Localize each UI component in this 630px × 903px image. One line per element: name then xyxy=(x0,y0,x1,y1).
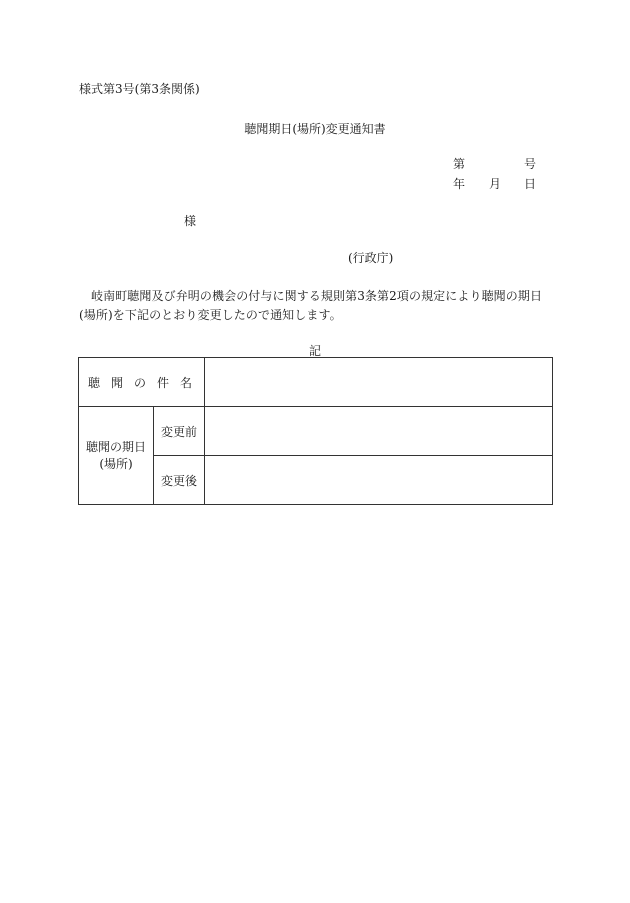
notice-body-text: 岐南町聴聞及び弁明の機会の付与に関する規則第3条第2項の規定により聴聞の期日(場所)を下記のとおり変更したので通知します。 xyxy=(79,289,543,322)
document-number-prefix: 第 xyxy=(453,157,466,171)
subject-label-text: 聴聞の件名 xyxy=(88,375,204,390)
before-value-cell[interactable] xyxy=(205,407,553,456)
document-title: 聴聞期日(場所)変更通知書 xyxy=(244,122,386,136)
before-label-text: 変更前 xyxy=(161,424,198,439)
table-row-before xyxy=(79,407,553,456)
table-row-subject xyxy=(79,358,553,407)
date-year-label: 年 xyxy=(453,177,466,191)
date-place-label xyxy=(79,407,154,505)
after-value-cell[interactable] xyxy=(205,456,553,505)
issuer-label: (行政庁) xyxy=(348,251,394,265)
date-place-label-line1: 聴聞の期日 xyxy=(85,439,146,454)
subject-label xyxy=(79,358,205,407)
addressee-honorific: 様 xyxy=(184,214,197,228)
date-day-label: 日 xyxy=(524,177,537,191)
form-number: 様式第3号(第3条関係) xyxy=(79,82,200,96)
subject-value-cell[interactable] xyxy=(205,358,553,407)
notice-table xyxy=(78,357,553,505)
after-label xyxy=(154,456,205,505)
document-number-suffix: 号 xyxy=(524,157,537,171)
date-month-label: 月 xyxy=(489,177,502,191)
before-label xyxy=(154,407,205,456)
record-heading: 記 xyxy=(308,344,321,358)
after-label-text: 変更後 xyxy=(161,473,198,488)
date-place-label-line2: (場所) xyxy=(99,456,133,471)
